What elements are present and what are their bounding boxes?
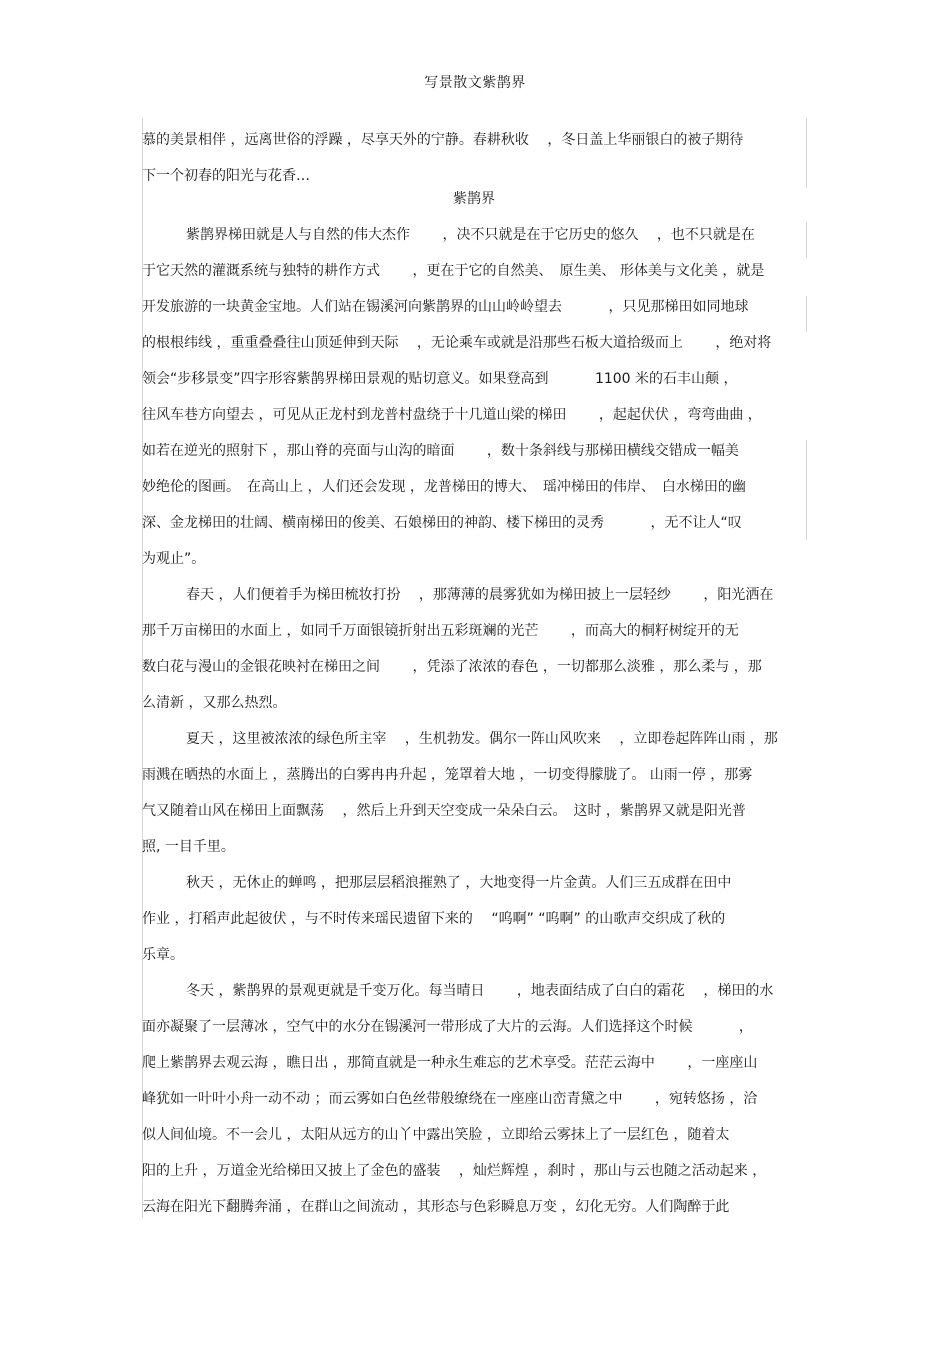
text-line: 春天 ，人们便着手为梯田梳妆打扮 ，那薄薄的晨雾犹如为梯田披上一层轻纱 ，阳光洒在 bbox=[186, 587, 774, 603]
text-line: 面亦凝聚了一层薄冰 ，空气中的水分在锡溪河一带形成了大片的云海。人们选择这个时候 ， bbox=[142, 1019, 753, 1035]
right-rule bbox=[806, 296, 807, 332]
text-line: 下一个初春的阳光与花香… bbox=[142, 168, 310, 184]
text-line: 深、金龙梯田的壮阔、横南梯田的俊美、石娘梯田的神韵、楼下梯田的灵秀 ，无不让人“叹 bbox=[142, 515, 742, 531]
text-line: 往风车巷方向望去 ，可见从正龙村到龙普村盘绕于十几道山梁的梯田 ，起起伏伏 ，弯弯曲曲 ， bbox=[142, 407, 762, 423]
text-line: 作业 ，打稻声此起彼伏 ，与不时传来瑶民遗留下来的 “呜啊” “呜啊” 的山歌声交织成了秋的 bbox=[142, 911, 726, 927]
right-rule bbox=[806, 118, 807, 188]
text-line: 似人间仙境。不一会儿 ，太阳从远方的山丫中露出笑脸 ，立即给云雾抹上了一层红色 ，随着太 bbox=[142, 1127, 730, 1143]
text-line: 乐章。 bbox=[142, 947, 184, 963]
text-line: 阳的上升 ，万道金光给梯田又披上了金色的盛装 ，灿烂辉煌 ，刹时 ，那山与云也随之活动起来 ， bbox=[142, 1163, 767, 1179]
text-line: 气又随着山风在梯田上面飘荡 ，然后上升到天空变成一朵朵白云。 这时 ，紫鹊界又就是阳光普 bbox=[142, 803, 746, 819]
text-line: 如若在逆光的照射下 ，那山脊的亮面与山沟的暗面 ，数十条斜线与那梯田横线交错成一幅美 bbox=[142, 443, 739, 459]
document-title: 写景散文紫鹊界 bbox=[424, 75, 526, 91]
text-line: 于它天然的灌溉系统与独特的耕作方式 ，更在于它的自然美、 原生美、 形体美与文化美 ，就是 bbox=[142, 263, 765, 279]
text-line: 照, 一目千里。 bbox=[142, 839, 235, 855]
text-line: 数白花与漫山的金银花映衬在梯田之间 ，凭添了浓浓的春色 ，一切都那么淡雅 ，那么柔与 ，那 bbox=[142, 659, 762, 675]
right-rule bbox=[806, 440, 807, 540]
section-title: 紫鹊界 bbox=[453, 191, 495, 207]
text-line: 云海在阳光下翻腾奔涌 ，在群山之间流动 ，其形态与色彩瞬息万变 ，幻化无穷。人们陶醉于此 bbox=[142, 1199, 730, 1215]
text-line: 的根根纬线 ，重重叠叠往山顶延伸到天际 ，无论乘车或就是沿那些石板大道拾级而上 ，绝对将 bbox=[142, 335, 772, 351]
text-line: 夏天 ，这里被浓浓的绿色所主宰 ，生机勃发。偶尔一阵山风吹来 ，立即卷起阵阵山雨 ，那 bbox=[186, 731, 778, 747]
text-line: 开发旅游的一块黄金宝地。人们站在锡溪河向紫鹊界的山山岭岭望去 ，只见那梯田如同地球 bbox=[142, 299, 749, 315]
text-line: 紫鹊界梯田就是人与自然的伟大杰作 ，决不只就是在于它历史的悠久 ，也不只就是在 bbox=[186, 227, 755, 243]
text-line: 那千万亩梯田的水面上 ，如同千万面银镜折射出五彩斑斓的光芒 ，而高大的桐籽树绽开的无 bbox=[142, 623, 739, 639]
text-line: 峰犹如一叶叶小舟一动不动 ；而云雾如白色丝带般缭绕在一座座山峦青黛之中 ，宛转悠扬 ，洽 bbox=[142, 1091, 758, 1107]
right-rule bbox=[806, 222, 807, 258]
text-line: 为观止”。 bbox=[142, 551, 206, 567]
text-line: 领会“步移景变”四字形容紫鹊界梯田景观的贴切意义。如果登高到 1100 米的石丰山颠 ， bbox=[142, 371, 738, 387]
text-line: 秋天 ，无休止的蝉鸣 ，把那层层稻浪摧熟了 ，大地变得一片金黄。人们三五成群在田中 bbox=[186, 875, 732, 891]
text-line: 冬天 ，紫鹊界的景观更就是千变万化。每当晴日 ，地表面结成了白白的霜花 ，梯田的水 bbox=[186, 983, 774, 999]
text-line: 雨溅在晒热的水面上 ，蒸腾出的白雾冉冉升起 ，笼罩着大地 ，一切变得朦胧了。 山雨一停 ，那雾 bbox=[142, 767, 753, 783]
text-line: 么清新 ，又那么热烈。 bbox=[142, 695, 287, 711]
text-line: 爬上紫鹊界去观云海 ，瞧日出 ，那简直就是一种永生难忘的艺术享受。茫茫云海中 ，一座座山 bbox=[142, 1055, 758, 1071]
text-line: 慕的美景相伴 ，远离世俗的浮躁 ，尽享天外的宁静。春耕秋收 ，冬日盖上华丽银白的被子期待 bbox=[142, 132, 744, 148]
text-line: 妙绝伦的图画。 在高山上 ，人们还会发现 ，龙普梯田的博大、 瑶冲梯田的伟岸、 白水梯田的幽 bbox=[142, 479, 746, 495]
